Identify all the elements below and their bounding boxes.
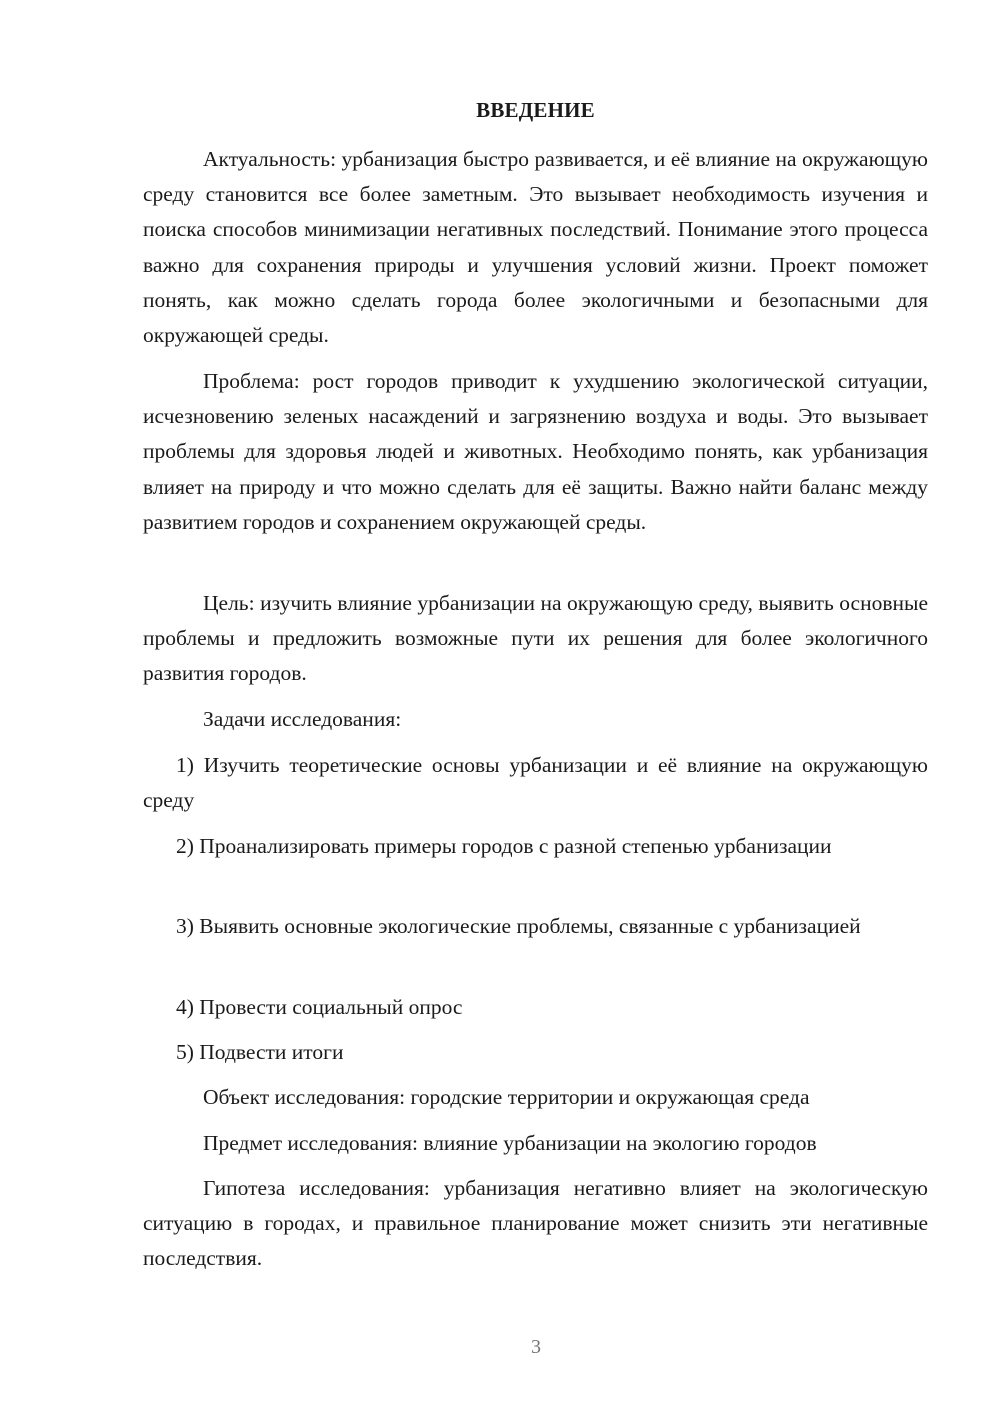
page-number: 3: [531, 1336, 541, 1358]
task-item-2: 2) Проанализировать примеры городов с разной степенью урбанизации: [176, 834, 832, 858]
tasks-heading: Задачи исследования:: [203, 707, 402, 731]
task-item-5: 5) Подвести итоги: [176, 1040, 344, 1064]
relevance-paragraph: Актуальность: урбанизация быстро развивается, и её влияние на окружающую среду становится все более заметным. Это вызывает необходимость изучения и поиска способов минимизации негативных последствий. Понимание этого процесса важно для сохранения природы и улучшения условий жизни. Проект поможет понять, как можно сделать города более экологичными и безопасными для окружающей среды.: [143, 147, 928, 348]
task-item-4: 4) Провести социальный опрос: [176, 995, 463, 1019]
hypothesis-paragraph: Гипотеза исследования: урбанизация негативно влияет на экологическую ситуацию в городах, и правильное планирование может снизить эти негативные последствия.: [143, 1176, 928, 1271]
subject-paragraph: Предмет исследования: влияние урбанизации на экологию городов: [203, 1131, 817, 1155]
page-title: ВВЕДЕНИЕ: [476, 98, 595, 122]
goal-paragraph: Цель: изучить влияние урбанизации на окружающую среду, выявить основные проблемы и предложить возможные пути их решения для более экологичного развития городов.: [143, 591, 928, 686]
problem-paragraph: Проблема: рост городов приводит к ухудшению экологической ситуации, исчезновению зеленых насаждений и загрязнению воздуха и воды. Это вызывает проблемы для здоровья людей и животных. Необходимо понять, как урбанизация влияет на природу и что можно сделать для её защиты. Важно найти баланс между развитием городов и сохранением окружающей среды.: [143, 369, 928, 534]
task-item-3: 3) Выявить основные экологические проблемы, связанные с урбанизацией: [176, 914, 861, 938]
task-item-1: 1) Изучить теоретические основы урбанизации и её влияние на окружающую среду: [143, 753, 928, 813]
object-paragraph: Объект исследования: городские территории и окружающая среда: [203, 1085, 810, 1109]
